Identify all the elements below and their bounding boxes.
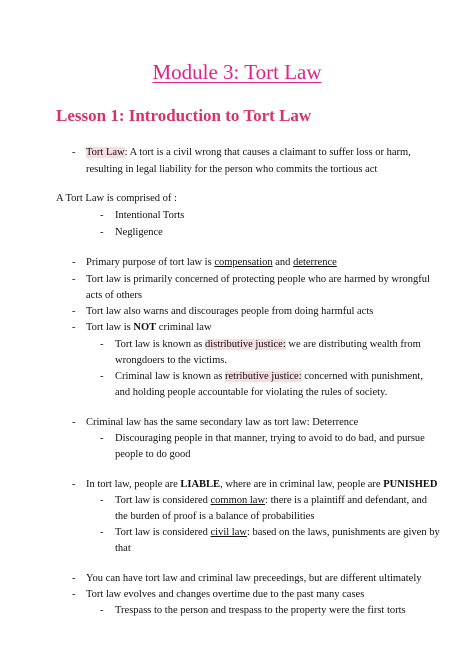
definition-line (86, 146, 411, 160)
definition-line-2: resulting in legal liability for the person who commits the tortious act (86, 164, 378, 175)
retributive-text: Criminal law is known as (115, 371, 225, 382)
bullet-dash: - (100, 227, 104, 238)
purpose-line (86, 256, 337, 270)
civil-tail: : based on the laws, punishments are given by (246, 527, 440, 538)
distributive-line (115, 338, 421, 352)
bullet-dash: - (72, 589, 76, 600)
bullet-dash: - (72, 479, 76, 490)
bullet-dash: - (72, 147, 76, 158)
bullet-dash: - (72, 322, 76, 333)
trespass-line: Trespass to the person and trespass to the property were the first torts (115, 605, 406, 616)
bullet-dash: - (72, 306, 76, 317)
not-criminal-tail: criminal law (156, 322, 212, 333)
retributive-term: retributive justice: (224, 371, 302, 382)
distributive-tail: we are distributing wealth from (285, 339, 421, 350)
common-law-line (115, 494, 427, 508)
discourage-line-2: people to do good (115, 449, 191, 460)
evolves-line: Tort law evolves and changes overtime due to the past many cases (86, 589, 365, 600)
lesson-heading: Lesson 1: Introduction to Tort Law (56, 106, 312, 125)
discourage-line: Discouraging people in that manner, trying to avoid to do bad, and pursue (115, 433, 425, 444)
bullet-dash: - (72, 417, 76, 428)
purpose-and: and (272, 257, 294, 268)
distributive-text: Tort law is known as (115, 339, 205, 350)
bullet-dash: - (100, 495, 104, 506)
bullet-dash: - (100, 210, 104, 221)
common-law-line-2: the burden of proof is a balance of probabilities (115, 511, 315, 522)
bullet-dash: - (100, 605, 104, 616)
bullet-dash: - (100, 527, 104, 538)
bullet-dash: - (72, 257, 76, 268)
bullet-dash: - (100, 339, 104, 350)
bullet-dash: - (72, 274, 76, 285)
bullet-dash: - (100, 371, 104, 382)
comprised-item: Negligence (115, 227, 163, 238)
retributive-line (115, 370, 423, 384)
not-criminal-line (86, 321, 212, 335)
purpose-compensation: compensation (214, 257, 273, 268)
comprised-intro: A Tort Law is comprised of : (56, 193, 177, 204)
common-text: Tort law is considered (115, 495, 211, 506)
punished-emphasis: PUNISHED (383, 479, 438, 490)
common-law-term: common law (210, 495, 266, 506)
protect-line: Tort law is primarily concerned of protecting people who are harmed by wrongful (86, 274, 430, 285)
not-criminal-text: Tort law is (86, 322, 134, 333)
distributive-term: distributive justice: (204, 339, 286, 350)
protect-line-2: acts of others (86, 290, 142, 301)
not-emphasis: NOT (133, 322, 157, 333)
secondary-line: Criminal law has the same secondary law as tort law: Deterrence (86, 417, 359, 428)
civil-law-line-2: that (115, 543, 131, 554)
distributive-line-2: wrongdoers to the victims. (115, 355, 227, 366)
retributive-line-2: and holding people accountable for violating the rules of society. (115, 387, 388, 398)
purpose-deterrence: deterrence (293, 257, 337, 268)
retributive-tail: concerned with punishment, (301, 371, 423, 382)
liable-text: In tort law, people are (86, 479, 181, 490)
civil-text: Tort law is considered (115, 527, 211, 538)
definition-text: : A tort is a civil wrong that causes a claimant to suffer loss or harm, (124, 147, 411, 158)
liable-mid: , where are in criminal law, people are (220, 479, 384, 490)
module-title: Module 3: Tort Law (152, 60, 322, 84)
bullet-dash: - (72, 573, 76, 584)
civil-law-line (115, 526, 440, 540)
civil-law-term: civil law (210, 527, 247, 538)
purpose-text: Primary purpose of tort law is (86, 257, 215, 268)
comprised-item: Intentional Torts (115, 210, 185, 221)
bullet-dash: - (100, 433, 104, 444)
common-tail: : there is a plaintiff and defendant, and (265, 495, 427, 506)
liable-line (86, 478, 437, 492)
liable-emphasis: LIABLE (180, 479, 221, 490)
proceedings-line: You can have tort law and criminal law preceedings, but are different ultimately (86, 573, 422, 584)
warns-line: Tort law also warns and discourages people from doing harmful acts (86, 306, 374, 317)
definition-term: Tort Law (86, 147, 125, 158)
